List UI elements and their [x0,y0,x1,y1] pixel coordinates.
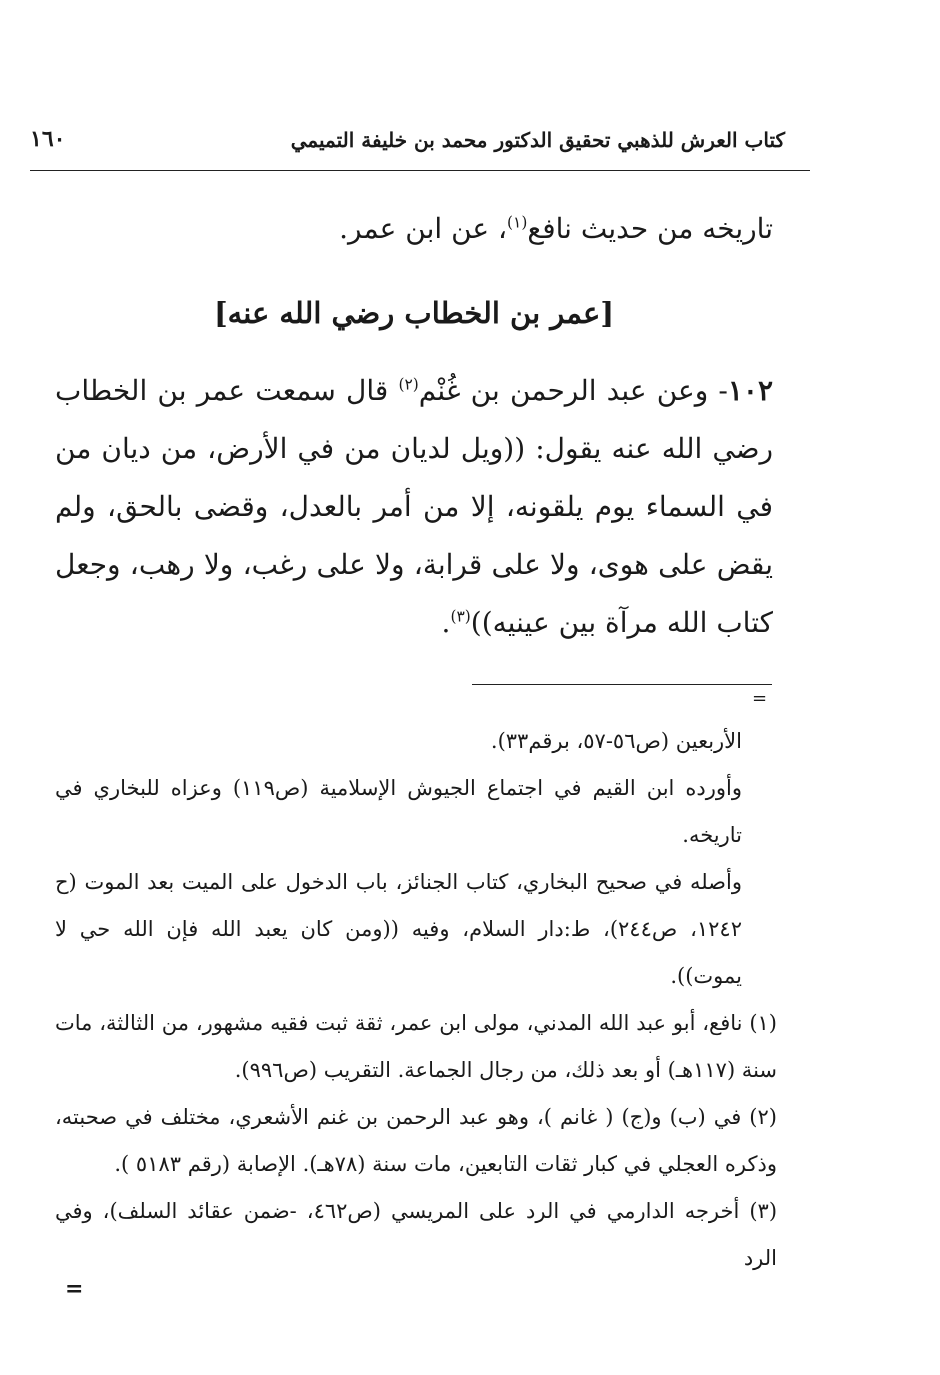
header-rule [30,170,810,171]
footnote-ref-3: (٣) [450,607,471,626]
footnotes [55,718,777,1282]
footnote-continued-2: وأورده ابن القيم في اجتماع الجيوش الإسلامية (ص١١٩) وعزاه للبخاري في تاريخه. [55,776,742,847]
footnote-3: (٣) أخرجه الدارمي في الرد على المريسي (ص٤٦٢، -ضمن عقائد السلف)، وفي الرد [55,1199,778,1270]
continuation-end: ، عن ابن عمر. [339,212,508,245]
footnote-continued-3: وأصله في صحيح البخاري، كتاب الجنائز، باب الدخول على الميت بعد الموت (ح ١٢٤٢، ص٢٤٤)، ط:دار السلام، وفيه ((ومن كان يعبد الله فإن الله حي لا يموت)). [55,870,742,988]
page-number: ١٦٠ [30,126,66,152]
entry-number: ١٠٢ [727,374,773,407]
continuation-text: تاريخه من حديث نافع [527,212,773,245]
footnote-ref-2: (٢) [398,375,419,394]
page-continuation-mark: = [65,1276,84,1302]
entry-paragraph [55,362,773,652]
continuation-paragraph [55,200,773,258]
running-head: كتاب العرش للذهبي تحقيق الدكتور محمد بن خليفة التميمي [290,128,785,152]
section-title: [عمر بن الخطاب رضي الله عنه] [213,296,615,330]
page-header [30,128,785,164]
footnote-continued-1: الأربعين (ص٥٦-٥٧، برقم٣٣). [490,729,742,753]
footnote-ref-1: (١) [507,213,528,232]
entry-end: . [441,606,451,639]
footnote-rule [472,684,772,685]
main-text [55,200,773,652]
footnote-2: (٢) في (ب) و(ج) ( غانم )، وهو عبد الرحمن بن غنم الأشعري، مختلف في صحبته، وذكره العجلي في كبار ثقات التابعين، مات سنة (٧٨هـ). الإصابة (رقم ٥١٨٣ ). [55,1105,777,1176]
footnote-1: (١) نافع، أبو عبد الله المدني، مولى ابن عمر، ثقة ثبت فقيه مشهور، من الثالثة، مات سنة (١١٧هـ) أو بعد ذلك، من رجال الجماعة. التقريب (ص٩٩٦). [55,1011,777,1082]
entry-start: - وعن عبد الرحمن بن غُنْم [418,374,728,407]
entry-text: قال سمعت عمر بن الخطاب رضي الله عنه يقول: ((ويل لديان من في الأرض، من ديان من في السماء يوم يلقونه، إلا من أمر بالعدل، وقضى بالحق، ولم يقض على هوى، ولا على قرابة، ولا على رغب، ولا رهب، وجعل كتاب الله مرآة بين عينيه)) [55,374,773,639]
footnote-continuation-mark: = [752,688,768,709]
